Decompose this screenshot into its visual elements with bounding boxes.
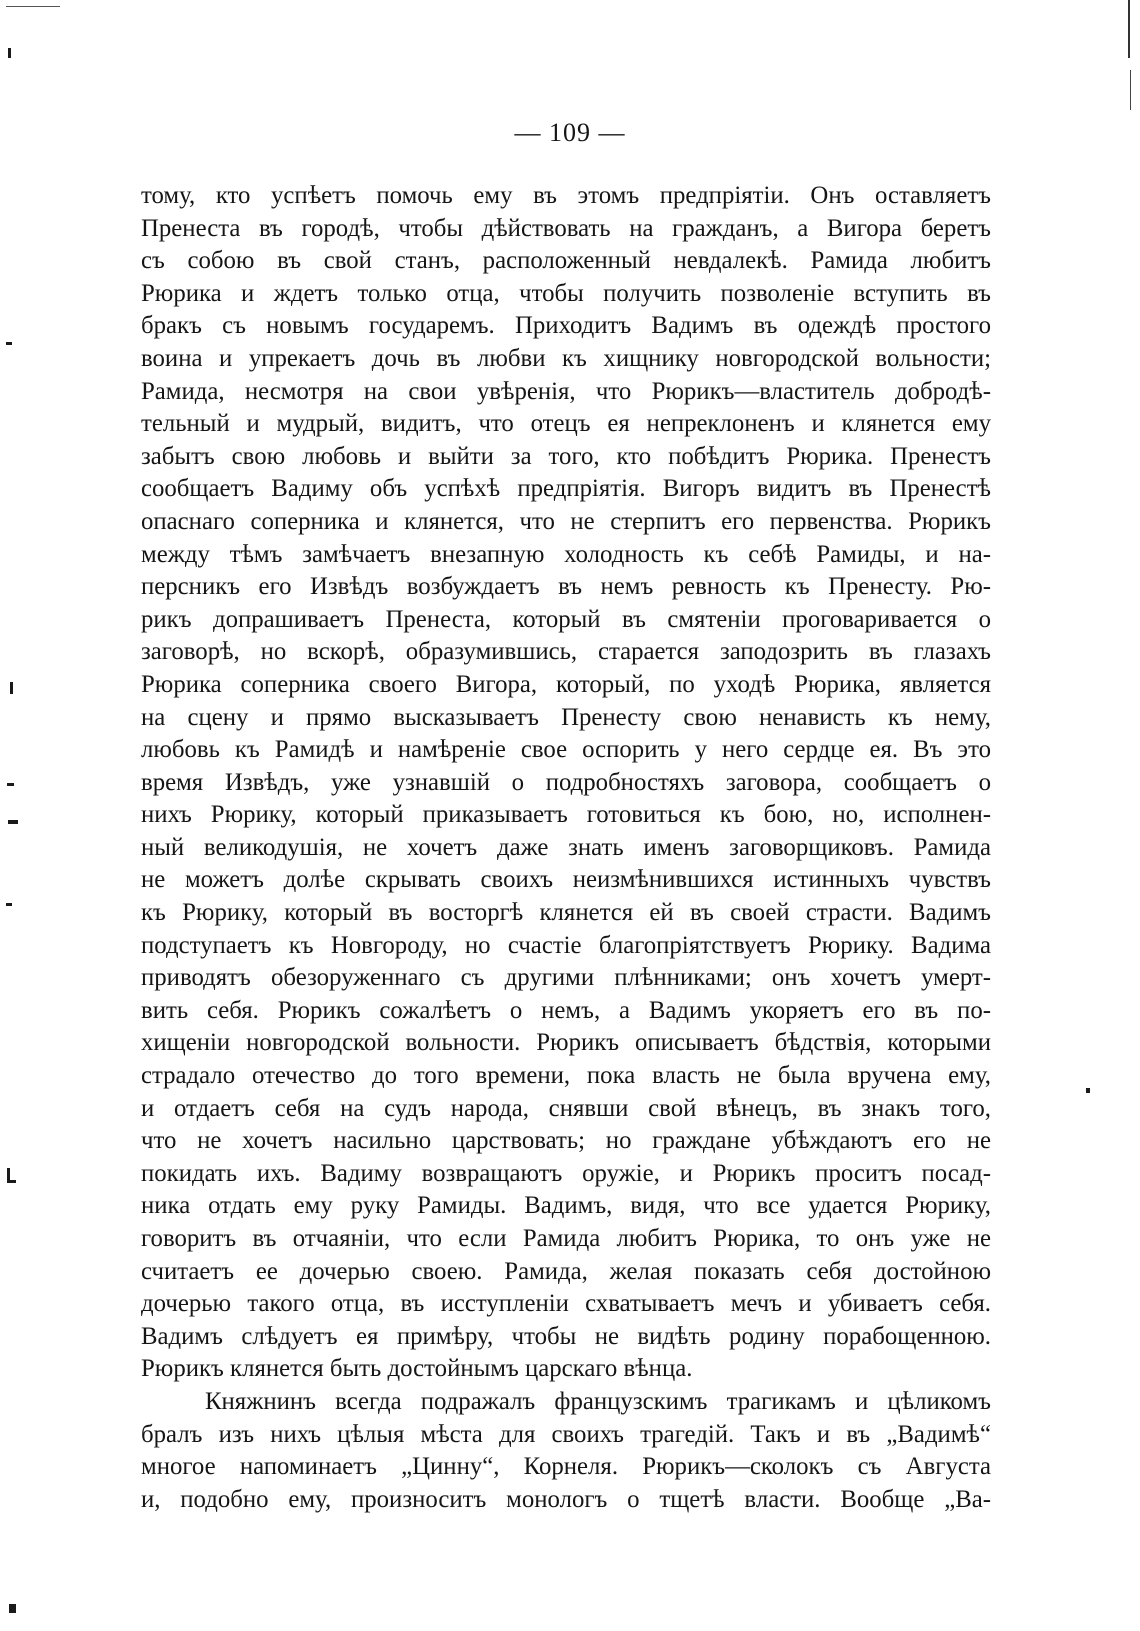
text-line: сообщаетъ Вадиму объ успѣхѣ предпріятія. Вигоръ видитъ въ Пренестѣ: [141, 475, 991, 503]
margin-speck: [6, 903, 12, 906]
text-line: рикъ допрашиваетъ Пренеста, который въ смятеніи проговаривается о: [141, 605, 991, 633]
text-line: персникъ его Извѣдъ возбуждаетъ въ немъ ревность къ Пренесту. Рю-: [141, 573, 991, 601]
page-number: — 109 —: [514, 118, 626, 147]
text-line: опаснаго соперника и клянется, что не стерпитъ его первенства. Рюрикъ: [141, 507, 991, 535]
paragraph-end-line: Рюрикъ клянется быть достойнымъ царскаго вѣнца.: [141, 1355, 693, 1383]
text-line: тельный и мудрый, видитъ, что отецъ ея непреклоненъ и клянется ему: [141, 410, 991, 438]
margin-speck: [1086, 1088, 1090, 1093]
text-line: и, подобно ему, произноситъ монологъ о тщетѣ власти. Вообще „Ва-: [141, 1485, 991, 1513]
margin-speck: [8, 48, 11, 58]
text-line: подступаетъ къ Новгороду, но счастіе благопріятствуетъ Рюрику. Вадима: [141, 931, 991, 959]
text-line: бракъ съ новымъ государемъ. Приходитъ Вадимъ въ одеждѣ простого: [141, 312, 991, 340]
text-line: покидать ихъ. Вадиму возвращаютъ оружіе, и Рюрикъ проситъ посад-: [141, 1159, 991, 1187]
margin-speck: [8, 820, 18, 824]
margin-speck: [9, 1604, 16, 1613]
text-line: къ Рюрику, который въ восторгѣ клянется ей въ своей страсти. Вадимъ: [141, 899, 991, 927]
text-line: бралъ изъ нихъ цѣлыя мѣста для своихъ трагедій. Такъ и въ „Вадимѣ“: [141, 1420, 991, 1448]
top-left-rule: [6, 6, 60, 7]
text-line: приводятъ обезоруженнаго съ другими плѣнниками; онъ хочетъ умерт-: [141, 964, 991, 992]
text-line: и отдаетъ себя на судъ народа, снявши свой вѣнецъ, въ знакъ того,: [141, 1094, 991, 1122]
text-line: что не хочетъ насильно царствовать; но граждане убѣждаютъ его не: [141, 1127, 991, 1155]
text-line: ника отдать ему руку Рамиды. Вадимъ, видя, что все удается Рюрику,: [141, 1192, 991, 1220]
text-line: ный великодушія, не хочетъ даже знать именъ заговорщиковъ. Рамида: [141, 833, 991, 861]
text-line: страдало отечество до того времени, пока власть не была вручена ему,: [141, 1062, 991, 1090]
text-line: считаетъ ее дочерью своею. Рамида, желая показать себя достойною: [141, 1257, 991, 1285]
right-edge-mark: [1130, 70, 1131, 110]
text-line: забытъ свою любовь и выйти за того, кто побѣдитъ Рюрика. Пренестъ: [141, 442, 991, 470]
text-line: Рюрика соперника своего Вигора, который, по уходѣ Рюрика, является: [141, 670, 991, 698]
text-line: воина и упрекаетъ дочь въ любви къ хищнику новгородской вольности;: [141, 344, 991, 372]
margin-speck: [7, 783, 14, 786]
text-line: заговорѣ, но вскорѣ, образумившись, старается заподозрить въ глазахъ: [141, 638, 991, 666]
right-edge-mark: [1128, 0, 1130, 58]
text-line: вить себя. Рюрикъ сожалѣетъ о немъ, а Вадимъ укоряетъ его въ по-: [141, 996, 991, 1024]
text-line: Пренеста въ городѣ, чтобы дѣйствовать на гражданъ, а Вигора беретъ: [141, 214, 991, 242]
paragraph-start-line: Княжнинъ всегда подражалъ французскимъ трагикамъ и цѣликомъ: [205, 1387, 991, 1415]
text-line: Рюрика и ждетъ только отца, чтобы получить позволеніе вступить въ: [141, 279, 991, 307]
text-line: тому, кто успѣетъ помочь ему въ этомъ предпріятіи. Онъ оставляетъ: [141, 182, 991, 209]
text-line: на сцену и прямо высказываетъ Пренесту свою ненависть къ нему,: [141, 703, 991, 731]
margin-speck: [7, 1180, 16, 1183]
text-line: съ собою въ свой станъ, расположенный невдалекѣ. Рамида любитъ: [141, 247, 991, 275]
text-line: любовь къ Рамидѣ и намѣреніе свое оспорить у него сердце ея. Въ это: [141, 736, 991, 764]
text-line: нихъ Рюрику, который приказываетъ готовиться къ бою, но, исполнен-: [141, 801, 991, 829]
text-line: многое напоминаетъ „Цинну“, Корнеля. Рюрикъ—сколокъ съ Августа: [141, 1453, 991, 1481]
text-line: Вадимъ слѣдуетъ ея примѣру, чтобы не видѣть родину порабощенною.: [141, 1322, 991, 1350]
margin-speck: [10, 682, 13, 694]
margin-speck: [6, 342, 12, 345]
body-text: [141, 180, 991, 1516]
text-line: не можетъ долѣе скрывать своихъ неизмѣнившихся истинныхъ чувствъ: [141, 866, 991, 894]
text-line: говоритъ въ отчаяніи, что если Рамида любитъ Рюрика, то онъ уже не: [141, 1225, 991, 1252]
text-line: хищеніи новгородской вольности. Рюрикъ описываетъ бѣдствія, которыми: [141, 1029, 991, 1057]
text-line: между тѣмъ замѣчаетъ внезапную холодность къ себѣ Рамиды, и на-: [141, 540, 991, 568]
text-line: время Извѣдъ, уже узнавшій о подробностяхъ заговора, сообщаетъ о: [141, 768, 991, 796]
text-line: дочерью такого отца, въ исступленіи схватываетъ мечъ и убиваетъ себя.: [141, 1290, 991, 1318]
text-line: Рамида, несмотря на свои увѣренія, что Рюрикъ—властитель добродѣ-: [141, 377, 991, 405]
